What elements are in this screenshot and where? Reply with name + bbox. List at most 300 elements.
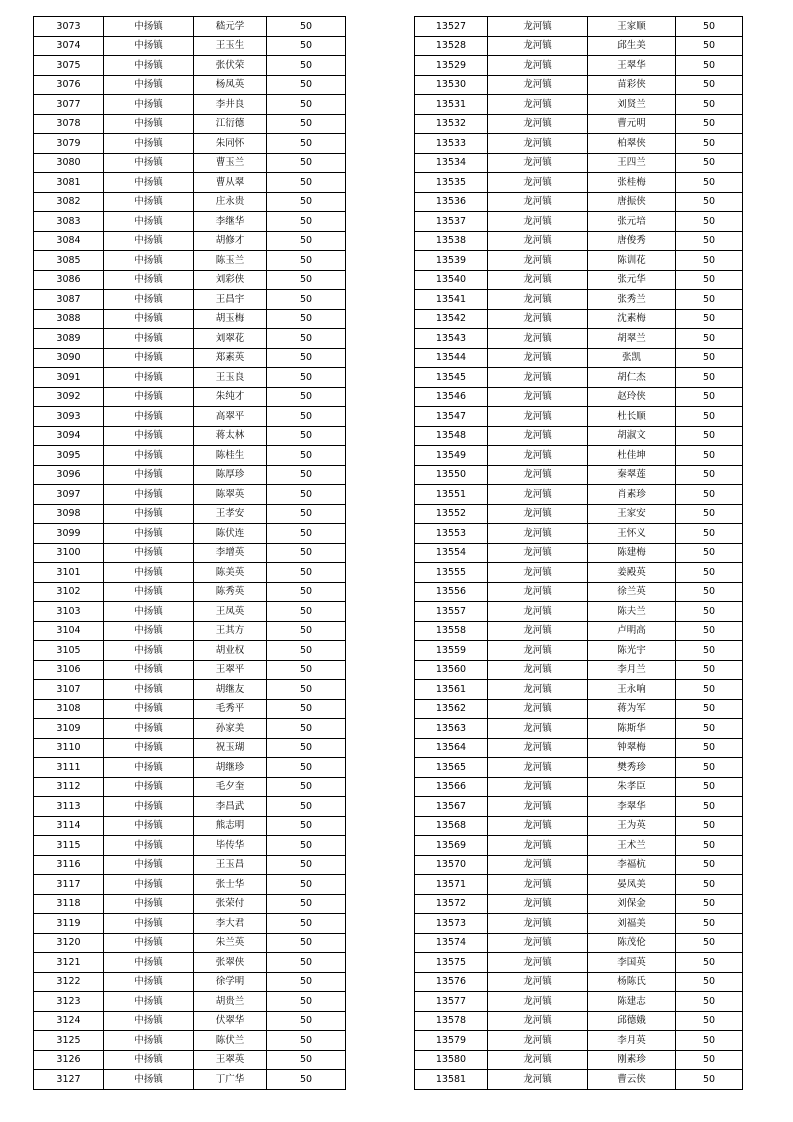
serial-number-cell: 13538 <box>415 231 488 251</box>
town-cell: 中扬镇 <box>104 641 194 661</box>
town-cell: 中扬镇 <box>104 524 194 544</box>
serial-number-cell: 3098 <box>34 504 104 524</box>
table-row <box>415 602 743 622</box>
amount-cell: 50 <box>676 153 743 173</box>
amount-cell: 50 <box>676 465 743 485</box>
amount-cell: 50 <box>676 231 743 251</box>
town-cell: 中扬镇 <box>104 17 194 37</box>
name-cell: 曹元明 <box>588 114 676 134</box>
table-row <box>34 446 346 466</box>
amount-cell: 50 <box>676 836 743 856</box>
name-cell: 胡淑文 <box>588 426 676 446</box>
town-cell: 中扬镇 <box>104 348 194 368</box>
name-cell: 王家顺 <box>588 17 676 37</box>
name-cell: 张士华 <box>194 875 267 895</box>
name-cell: 陈桂生 <box>194 446 267 466</box>
serial-number-cell: 3085 <box>34 251 104 271</box>
town-cell: 中扬镇 <box>104 855 194 875</box>
serial-number-cell: 3114 <box>34 816 104 836</box>
serial-number-cell: 3078 <box>34 114 104 134</box>
serial-number-cell: 3086 <box>34 270 104 290</box>
name-cell: 毕传华 <box>194 836 267 856</box>
name-cell: 唐振侠 <box>588 192 676 212</box>
town-cell: 中扬镇 <box>104 134 194 154</box>
town-cell: 中扬镇 <box>104 836 194 856</box>
amount-cell: 50 <box>267 270 346 290</box>
amount-cell: 50 <box>267 836 346 856</box>
amount-cell: 50 <box>267 582 346 602</box>
amount-cell: 50 <box>676 426 743 446</box>
amount-cell: 50 <box>267 348 346 368</box>
name-cell: 李井良 <box>194 95 267 115</box>
serial-number-cell: 13543 <box>415 329 488 349</box>
left-roster-table <box>33 16 346 1090</box>
town-cell: 中扬镇 <box>104 602 194 622</box>
name-cell: 王孝安 <box>194 504 267 524</box>
name-cell: 唐俊秀 <box>588 231 676 251</box>
town-cell: 龙河镇 <box>488 270 588 290</box>
town-cell: 中扬镇 <box>104 621 194 641</box>
name-cell: 杨凤英 <box>194 75 267 95</box>
table-row <box>415 426 743 446</box>
right-roster-body <box>415 17 743 1090</box>
name-cell: 杨陈氏 <box>588 972 676 992</box>
amount-cell: 50 <box>267 699 346 719</box>
table-row <box>415 270 743 290</box>
amount-cell: 50 <box>267 192 346 212</box>
serial-number-cell: 3103 <box>34 602 104 622</box>
name-cell: 陈训花 <box>588 251 676 271</box>
town-cell: 龙河镇 <box>488 543 588 563</box>
serial-number-cell: 13548 <box>415 426 488 446</box>
amount-cell: 50 <box>676 192 743 212</box>
table-row <box>34 758 346 778</box>
name-cell: 陈厚珍 <box>194 465 267 485</box>
town-cell: 龙河镇 <box>488 114 588 134</box>
town-cell: 中扬镇 <box>104 680 194 700</box>
serial-number-cell: 13546 <box>415 387 488 407</box>
serial-number-cell: 13573 <box>415 914 488 934</box>
name-cell: 晏凤美 <box>588 875 676 895</box>
serial-number-cell: 3099 <box>34 524 104 544</box>
table-row <box>34 875 346 895</box>
name-cell: 陈玉兰 <box>194 251 267 271</box>
table-row <box>34 1070 346 1090</box>
amount-cell: 50 <box>267 173 346 193</box>
serial-number-cell: 13577 <box>415 992 488 1012</box>
town-cell: 龙河镇 <box>488 660 588 680</box>
town-cell: 中扬镇 <box>104 992 194 1012</box>
table-row <box>34 212 346 232</box>
amount-cell: 50 <box>676 914 743 934</box>
amount-cell: 50 <box>267 1050 346 1070</box>
town-cell: 中扬镇 <box>104 387 194 407</box>
town-cell: 中扬镇 <box>104 953 194 973</box>
name-cell: 胡继友 <box>194 680 267 700</box>
town-cell: 中扬镇 <box>104 563 194 583</box>
town-cell: 中扬镇 <box>104 719 194 739</box>
serial-number-cell: 3126 <box>34 1050 104 1070</box>
town-cell: 龙河镇 <box>488 914 588 934</box>
amount-cell: 50 <box>676 387 743 407</box>
table-row <box>34 387 346 407</box>
serial-number-cell: 13574 <box>415 933 488 953</box>
name-cell: 曹玉兰 <box>194 153 267 173</box>
amount-cell: 50 <box>267 563 346 583</box>
amount-cell: 50 <box>676 368 743 388</box>
name-cell: 王四兰 <box>588 153 676 173</box>
amount-cell: 50 <box>676 758 743 778</box>
town-cell: 中扬镇 <box>104 777 194 797</box>
town-cell: 中扬镇 <box>104 485 194 505</box>
serial-number-cell: 3083 <box>34 212 104 232</box>
table-row <box>415 407 743 427</box>
town-cell: 中扬镇 <box>104 543 194 563</box>
name-cell: 胡业权 <box>194 641 267 661</box>
name-cell: 苗彩侠 <box>588 75 676 95</box>
table-row <box>415 446 743 466</box>
table-row <box>34 504 346 524</box>
table-row <box>415 465 743 485</box>
serial-number-cell: 3084 <box>34 231 104 251</box>
table-row <box>34 348 346 368</box>
town-cell: 龙河镇 <box>488 602 588 622</box>
table-row <box>34 485 346 505</box>
table-row <box>34 914 346 934</box>
name-cell: 蒋为军 <box>588 699 676 719</box>
name-cell: 邱德娥 <box>588 1011 676 1031</box>
serial-number-cell: 3074 <box>34 36 104 56</box>
table-row <box>34 855 346 875</box>
amount-cell: 50 <box>267 1070 346 1090</box>
amount-cell: 50 <box>267 758 346 778</box>
town-cell: 龙河镇 <box>488 1050 588 1070</box>
town-cell: 龙河镇 <box>488 212 588 232</box>
table-row <box>415 582 743 602</box>
name-cell: 张凯 <box>588 348 676 368</box>
amount-cell: 50 <box>676 251 743 271</box>
town-cell: 龙河镇 <box>488 777 588 797</box>
town-cell: 龙河镇 <box>488 816 588 836</box>
serial-number-cell: 13571 <box>415 875 488 895</box>
table-row <box>415 173 743 193</box>
table-row <box>34 777 346 797</box>
serial-number-cell: 13544 <box>415 348 488 368</box>
table-row <box>415 387 743 407</box>
town-cell: 龙河镇 <box>488 738 588 758</box>
town-cell: 龙河镇 <box>488 290 588 310</box>
amount-cell: 50 <box>676 602 743 622</box>
name-cell: 王为英 <box>588 816 676 836</box>
town-cell: 龙河镇 <box>488 465 588 485</box>
table-row <box>415 309 743 329</box>
town-cell: 中扬镇 <box>104 465 194 485</box>
table-row <box>34 17 346 37</box>
name-cell: 李福杭 <box>588 855 676 875</box>
town-cell: 龙河镇 <box>488 1031 588 1051</box>
amount-cell: 50 <box>676 485 743 505</box>
serial-number-cell: 13537 <box>415 212 488 232</box>
serial-number-cell: 3088 <box>34 309 104 329</box>
table-row <box>34 972 346 992</box>
name-cell: 朱孝臣 <box>588 777 676 797</box>
name-cell: 陈建梅 <box>588 543 676 563</box>
table-row <box>415 758 743 778</box>
amount-cell: 50 <box>267 36 346 56</box>
amount-cell: 50 <box>676 621 743 641</box>
amount-cell: 50 <box>267 797 346 817</box>
name-cell: 祝玉瑚 <box>194 738 267 758</box>
serial-number-cell: 13549 <box>415 446 488 466</box>
amount-cell: 50 <box>267 855 346 875</box>
amount-cell: 50 <box>267 875 346 895</box>
name-cell: 张荣付 <box>194 894 267 914</box>
table-row <box>415 95 743 115</box>
name-cell: 肖素珍 <box>588 485 676 505</box>
name-cell: 钟翠梅 <box>588 738 676 758</box>
amount-cell: 50 <box>676 270 743 290</box>
serial-number-cell: 13572 <box>415 894 488 914</box>
town-cell: 龙河镇 <box>488 231 588 251</box>
table-row <box>415 56 743 76</box>
serial-number-cell: 13561 <box>415 680 488 700</box>
table-row <box>34 368 346 388</box>
table-row <box>34 1031 346 1051</box>
name-cell: 秦翠莲 <box>588 465 676 485</box>
name-cell: 蒋太林 <box>194 426 267 446</box>
town-cell: 龙河镇 <box>488 563 588 583</box>
table-row <box>415 953 743 973</box>
town-cell: 龙河镇 <box>488 797 588 817</box>
town-cell: 龙河镇 <box>488 855 588 875</box>
name-cell: 王翠平 <box>194 660 267 680</box>
town-cell: 龙河镇 <box>488 309 588 329</box>
town-cell: 龙河镇 <box>488 134 588 154</box>
amount-cell: 50 <box>267 251 346 271</box>
serial-number-cell: 3095 <box>34 446 104 466</box>
amount-cell: 50 <box>267 602 346 622</box>
amount-cell: 50 <box>676 719 743 739</box>
town-cell: 中扬镇 <box>104 582 194 602</box>
serial-number-cell: 13578 <box>415 1011 488 1031</box>
table-row <box>415 543 743 563</box>
town-cell: 龙河镇 <box>488 485 588 505</box>
town-cell: 龙河镇 <box>488 641 588 661</box>
table-row <box>415 368 743 388</box>
table-row <box>34 816 346 836</box>
table-row <box>34 309 346 329</box>
amount-cell: 50 <box>676 407 743 427</box>
town-cell: 龙河镇 <box>488 836 588 856</box>
amount-cell: 50 <box>267 816 346 836</box>
town-cell: 龙河镇 <box>488 407 588 427</box>
table-row <box>415 36 743 56</box>
name-cell: 庄永贵 <box>194 192 267 212</box>
serial-number-cell: 13563 <box>415 719 488 739</box>
town-cell: 龙河镇 <box>488 251 588 271</box>
town-cell: 龙河镇 <box>488 348 588 368</box>
town-cell: 中扬镇 <box>104 231 194 251</box>
name-cell: 沈素梅 <box>588 309 676 329</box>
serial-number-cell: 13535 <box>415 173 488 193</box>
serial-number-cell: 3118 <box>34 894 104 914</box>
amount-cell: 50 <box>676 738 743 758</box>
serial-number-cell: 13530 <box>415 75 488 95</box>
table-row <box>415 660 743 680</box>
serial-number-cell: 3079 <box>34 134 104 154</box>
name-cell: 陈茂伦 <box>588 933 676 953</box>
table-row <box>415 134 743 154</box>
name-cell: 朱同怀 <box>194 134 267 154</box>
town-cell: 龙河镇 <box>488 426 588 446</box>
name-cell: 高翠平 <box>194 407 267 427</box>
serial-number-cell: 3087 <box>34 290 104 310</box>
amount-cell: 50 <box>676 582 743 602</box>
table-row <box>415 1011 743 1031</box>
amount-cell: 50 <box>267 426 346 446</box>
town-cell: 龙河镇 <box>488 758 588 778</box>
serial-number-cell: 13527 <box>415 17 488 37</box>
amount-cell: 50 <box>267 368 346 388</box>
amount-cell: 50 <box>267 1031 346 1051</box>
amount-cell: 50 <box>676 777 743 797</box>
name-cell: 王翠英 <box>194 1050 267 1070</box>
town-cell: 龙河镇 <box>488 972 588 992</box>
serial-number-cell: 13565 <box>415 758 488 778</box>
table-row <box>415 621 743 641</box>
amount-cell: 50 <box>267 387 346 407</box>
serial-number-cell: 3107 <box>34 680 104 700</box>
serial-number-cell: 3123 <box>34 992 104 1012</box>
town-cell: 中扬镇 <box>104 329 194 349</box>
name-cell: 陈光宇 <box>588 641 676 661</box>
table-row <box>34 738 346 758</box>
amount-cell: 50 <box>676 797 743 817</box>
table-row <box>34 699 346 719</box>
name-cell: 王永响 <box>588 680 676 700</box>
town-cell: 中扬镇 <box>104 933 194 953</box>
serial-number-cell: 3113 <box>34 797 104 817</box>
amount-cell: 50 <box>267 134 346 154</box>
name-cell: 王怀义 <box>588 524 676 544</box>
town-cell: 中扬镇 <box>104 1031 194 1051</box>
town-cell: 龙河镇 <box>488 368 588 388</box>
name-cell: 张伏荣 <box>194 56 267 76</box>
table-row <box>34 660 346 680</box>
serial-number-cell: 3121 <box>34 953 104 973</box>
serial-number-cell: 3120 <box>34 933 104 953</box>
amount-cell: 50 <box>676 1050 743 1070</box>
name-cell: 王玉生 <box>194 36 267 56</box>
serial-number-cell: 3127 <box>34 1070 104 1090</box>
amount-cell: 50 <box>676 816 743 836</box>
table-row <box>415 153 743 173</box>
table-row <box>415 914 743 934</box>
serial-number-cell: 13550 <box>415 465 488 485</box>
table-row <box>34 894 346 914</box>
table-row <box>415 816 743 836</box>
serial-number-cell: 3075 <box>34 56 104 76</box>
table-row <box>34 992 346 1012</box>
serial-number-cell: 13542 <box>415 309 488 329</box>
name-cell: 杜长顺 <box>588 407 676 427</box>
name-cell: 姜殿英 <box>588 563 676 583</box>
town-cell: 龙河镇 <box>488 953 588 973</box>
name-cell: 刘福美 <box>588 914 676 934</box>
name-cell: 胡仁杰 <box>588 368 676 388</box>
table-row <box>415 894 743 914</box>
name-cell: 王凤英 <box>194 602 267 622</box>
name-cell: 李继华 <box>194 212 267 232</box>
serial-number-cell: 13536 <box>415 192 488 212</box>
amount-cell: 50 <box>676 875 743 895</box>
name-cell: 张元华 <box>588 270 676 290</box>
town-cell: 龙河镇 <box>488 173 588 193</box>
table-row <box>34 582 346 602</box>
amount-cell: 50 <box>676 524 743 544</box>
amount-cell: 50 <box>676 641 743 661</box>
table-row <box>415 251 743 271</box>
town-cell: 中扬镇 <box>104 114 194 134</box>
town-cell: 龙河镇 <box>488 621 588 641</box>
table-row <box>415 485 743 505</box>
name-cell: 陈翠英 <box>194 485 267 505</box>
serial-number-cell: 3091 <box>34 368 104 388</box>
amount-cell: 50 <box>676 992 743 1012</box>
amount-cell: 50 <box>267 231 346 251</box>
serial-number-cell: 13576 <box>415 972 488 992</box>
town-cell: 龙河镇 <box>488 875 588 895</box>
name-cell: 伏翠华 <box>194 1011 267 1031</box>
name-cell: 胡继珍 <box>194 758 267 778</box>
serial-number-cell: 13541 <box>415 290 488 310</box>
town-cell: 中扬镇 <box>104 816 194 836</box>
table-row <box>34 251 346 271</box>
table-row <box>415 933 743 953</box>
name-cell: 樊秀珍 <box>588 758 676 778</box>
table-row <box>34 426 346 446</box>
serial-number-cell: 13567 <box>415 797 488 817</box>
town-cell: 中扬镇 <box>104 1011 194 1031</box>
table-row <box>34 953 346 973</box>
town-cell: 中扬镇 <box>104 504 194 524</box>
serial-number-cell: 3109 <box>34 719 104 739</box>
town-cell: 中扬镇 <box>104 446 194 466</box>
town-cell: 龙河镇 <box>488 699 588 719</box>
name-cell: 毛秀平 <box>194 699 267 719</box>
amount-cell: 50 <box>267 660 346 680</box>
amount-cell: 50 <box>676 504 743 524</box>
name-cell: 胡贵兰 <box>194 992 267 1012</box>
town-cell: 中扬镇 <box>104 797 194 817</box>
name-cell: 刚素珍 <box>588 1050 676 1070</box>
name-cell: 胡修才 <box>194 231 267 251</box>
name-cell: 陈伏兰 <box>194 1031 267 1051</box>
serial-number-cell: 13569 <box>415 836 488 856</box>
town-cell: 中扬镇 <box>104 699 194 719</box>
name-cell: 卢明高 <box>588 621 676 641</box>
serial-number-cell: 3108 <box>34 699 104 719</box>
amount-cell: 50 <box>267 914 346 934</box>
name-cell: 邱生美 <box>588 36 676 56</box>
amount-cell: 50 <box>267 543 346 563</box>
name-cell: 李月英 <box>588 1031 676 1051</box>
name-cell: 赵玲侠 <box>588 387 676 407</box>
table-row <box>34 797 346 817</box>
serial-number-cell: 13581 <box>415 1070 488 1090</box>
name-cell: 朱纯才 <box>194 387 267 407</box>
table-row <box>34 563 346 583</box>
